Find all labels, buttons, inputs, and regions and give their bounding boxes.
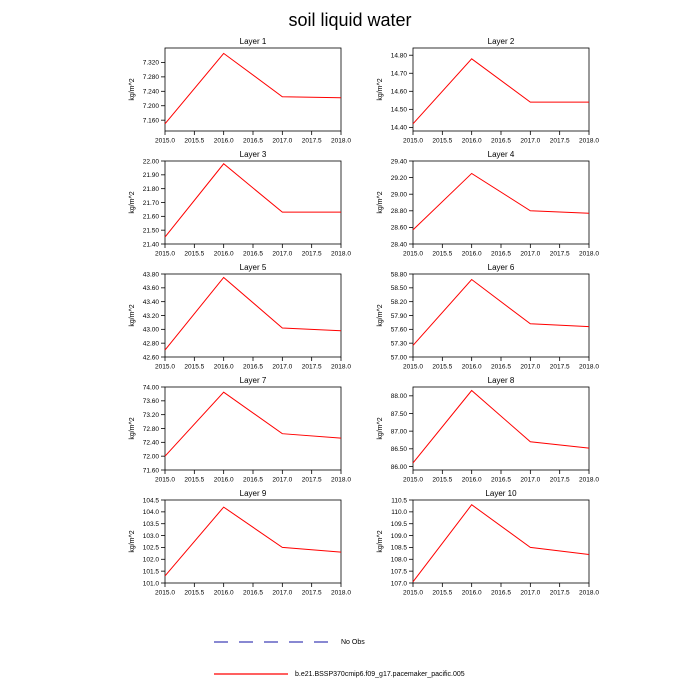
- x-tick-label: 2017.5: [549, 137, 570, 145]
- chart-title: Layer 3: [239, 150, 267, 159]
- x-tick-label: 2017.0: [520, 363, 541, 371]
- x-tick-label: 2015.0: [155, 589, 175, 597]
- y-tick-label: 73.60: [142, 398, 159, 406]
- y-tick-label: 21.90: [142, 172, 159, 180]
- y-tick-label: 57.90: [390, 312, 407, 320]
- chart-title: Layer 8: [487, 376, 515, 385]
- legend-item-series: [213, 669, 465, 679]
- chart-title: Layer 5: [239, 263, 267, 272]
- y-tick-label: 102.5: [142, 544, 159, 552]
- series-line-icon: [213, 669, 289, 679]
- chart-title: Layer 10: [485, 489, 517, 498]
- y-axis-label: kg/m^2: [129, 191, 136, 214]
- series-line: [165, 53, 341, 123]
- y-tick-label: 28.60: [390, 224, 407, 232]
- chart-svg-layer-8: [377, 373, 625, 486]
- x-tick-label: 2015.5: [184, 476, 205, 484]
- x-tick-label: 2016.0: [461, 476, 482, 484]
- x-tick-label: 2015.5: [184, 363, 205, 371]
- x-tick-label: 2015.0: [155, 137, 175, 145]
- x-tick-label: 2015.5: [184, 589, 205, 597]
- y-tick-label: 22.00: [142, 158, 159, 166]
- x-tick-label: 2017.5: [549, 363, 570, 371]
- y-tick-label: 73.20: [142, 411, 159, 419]
- x-tick-label: 2017.0: [520, 589, 541, 597]
- y-axis-label: kg/m^2: [129, 530, 136, 553]
- x-tick-label: 2016.5: [243, 589, 263, 597]
- y-axis-label: kg/m^2: [129, 417, 136, 440]
- chart-title: Layer 9: [239, 489, 267, 498]
- y-tick-label: 43.40: [142, 298, 159, 306]
- x-tick-label: 2016.5: [491, 589, 511, 597]
- y-tick-label: 109.5: [390, 521, 407, 529]
- y-tick-label: 101.5: [142, 568, 159, 576]
- x-tick-label: 2015.0: [403, 476, 423, 484]
- series-line: [165, 392, 341, 456]
- x-tick-label: 2017.5: [301, 476, 322, 484]
- y-axis-label: kg/m^2: [377, 304, 384, 327]
- x-tick-label: 2017.0: [272, 137, 293, 145]
- y-tick-label: 87.00: [390, 428, 407, 436]
- y-tick-label: 72.80: [142, 425, 159, 433]
- x-tick-label: 2015.5: [432, 363, 453, 371]
- series-line: [165, 507, 341, 576]
- y-axis-label: kg/m^2: [377, 191, 384, 214]
- x-tick-label: 2016.5: [243, 137, 263, 145]
- y-tick-label: 14.70: [390, 70, 407, 78]
- x-tick-label: 2015.5: [432, 589, 453, 597]
- y-tick-label: 107.0: [390, 580, 407, 588]
- chart-svg-layer-10: [377, 486, 625, 599]
- x-tick-label: 2017.0: [272, 250, 293, 258]
- y-tick-label: 74.00: [142, 384, 159, 392]
- y-tick-label: 104.0: [142, 509, 159, 517]
- y-tick-label: 58.80: [390, 271, 407, 279]
- x-tick-label: 2018.0: [579, 137, 599, 145]
- x-tick-label: 2015.5: [432, 250, 453, 258]
- chart-cell-layer-10: [377, 486, 625, 599]
- y-tick-label: 102.0: [142, 556, 159, 564]
- y-tick-label: 43.00: [142, 326, 159, 334]
- x-tick-label: 2016.0: [213, 250, 234, 258]
- x-tick-label: 2017.0: [272, 476, 293, 484]
- chart-svg-layer-2: [377, 34, 625, 147]
- y-tick-label: 43.20: [142, 312, 159, 320]
- y-tick-label: 14.60: [390, 88, 407, 96]
- y-tick-label: 86.50: [390, 446, 407, 454]
- x-tick-label: 2016.5: [491, 476, 511, 484]
- x-tick-label: 2018.0: [579, 589, 599, 597]
- chart-svg-layer-9: [129, 486, 377, 599]
- y-tick-label: 108.0: [390, 556, 407, 564]
- chart-cell-layer-3: [129, 147, 377, 260]
- chart-svg-layer-6: [377, 260, 625, 373]
- series-line: [413, 391, 589, 463]
- x-tick-label: 2016.5: [491, 363, 511, 371]
- chart-cell-layer-6: [377, 260, 625, 373]
- series-line: [165, 277, 341, 350]
- series-line: [413, 173, 589, 229]
- plot-frame: [413, 500, 589, 583]
- y-axis-label: kg/m^2: [377, 78, 384, 101]
- y-tick-label: 21.60: [142, 213, 159, 221]
- y-tick-label: 101.0: [142, 580, 159, 588]
- chart-cell-layer-7: [129, 373, 377, 486]
- x-tick-label: 2016.0: [213, 476, 234, 484]
- x-tick-label: 2018.0: [331, 589, 351, 597]
- x-tick-label: 2016.0: [461, 250, 482, 258]
- x-tick-label: 2015.0: [403, 589, 423, 597]
- y-tick-label: 110.5: [391, 497, 407, 505]
- x-tick-label: 2016.5: [491, 250, 511, 258]
- y-tick-label: 108.5: [390, 544, 407, 552]
- y-tick-label: 29.20: [390, 174, 407, 182]
- x-tick-label: 2016.5: [491, 137, 511, 145]
- y-tick-label: 71.60: [142, 467, 159, 475]
- plot-frame: [165, 500, 341, 583]
- chart-svg-layer-1: [129, 34, 377, 147]
- x-tick-label: 2018.0: [331, 137, 351, 145]
- plot-frame: [413, 161, 589, 244]
- series-line: [413, 59, 589, 124]
- y-tick-label: 110.0: [391, 509, 407, 517]
- chart-title: Layer 7: [239, 376, 267, 385]
- x-tick-label: 2017.0: [520, 137, 541, 145]
- chart-cell-layer-5: [129, 260, 377, 373]
- chart-svg-layer-4: [377, 147, 625, 260]
- x-tick-label: 2015.0: [155, 250, 175, 258]
- plot-frame: [413, 387, 589, 470]
- x-tick-label: 2015.5: [184, 137, 205, 145]
- x-tick-label: 2015.0: [155, 476, 175, 484]
- x-tick-label: 2015.0: [155, 363, 175, 371]
- y-axis-label: kg/m^2: [377, 530, 384, 553]
- plot-frame: [165, 274, 341, 357]
- x-tick-label: 2016.0: [461, 363, 482, 371]
- chart-title: Layer 6: [487, 263, 515, 272]
- y-tick-label: 7.200: [142, 103, 159, 111]
- y-tick-label: 58.20: [390, 298, 407, 306]
- chart-cell-layer-1: [129, 34, 377, 147]
- y-tick-label: 43.80: [142, 271, 159, 279]
- chart-cell-layer-4: [377, 147, 625, 260]
- series-line: [413, 280, 589, 346]
- x-tick-label: 2016.5: [243, 476, 263, 484]
- y-axis-label: kg/m^2: [377, 417, 384, 440]
- x-tick-label: 2015.5: [184, 250, 205, 258]
- legend-item-no-obs: [213, 637, 365, 647]
- y-tick-label: 109.0: [390, 532, 407, 540]
- y-tick-label: 14.80: [390, 52, 407, 60]
- x-tick-label: 2015.5: [432, 137, 453, 145]
- x-tick-label: 2015.5: [432, 476, 453, 484]
- y-tick-label: 72.00: [142, 453, 159, 461]
- chart-svg-layer-3: [129, 147, 377, 260]
- y-tick-label: 21.70: [142, 199, 159, 207]
- y-tick-label: 28.80: [390, 208, 407, 216]
- y-tick-label: 21.40: [142, 241, 159, 249]
- x-tick-label: 2017.0: [272, 363, 293, 371]
- x-tick-label: 2016.0: [213, 363, 234, 371]
- y-tick-label: 42.80: [142, 340, 159, 348]
- x-tick-label: 2017.5: [549, 476, 570, 484]
- x-tick-label: 2016.5: [243, 250, 263, 258]
- y-tick-label: 29.40: [390, 158, 407, 166]
- y-tick-label: 57.30: [390, 340, 407, 348]
- y-axis-label: kg/m^2: [129, 304, 136, 327]
- x-tick-label: 2016.0: [461, 137, 482, 145]
- x-tick-label: 2018.0: [331, 476, 351, 484]
- series-line: [413, 505, 589, 582]
- x-tick-label: 2017.0: [272, 589, 293, 597]
- x-tick-label: 2017.0: [520, 250, 541, 258]
- page-title: soil liquid water: [288, 10, 412, 30]
- x-tick-label: 2017.5: [301, 363, 322, 371]
- y-tick-label: 7.240: [142, 88, 159, 96]
- y-tick-label: 21.80: [142, 185, 159, 193]
- y-tick-label: 57.00: [390, 354, 407, 362]
- y-tick-label: 57.60: [390, 326, 407, 334]
- legend-series-label: b.e21.BSSP370cmip6.f09_g17.pacemaker_pacific.005: [295, 670, 465, 678]
- x-tick-label: 2018.0: [579, 363, 599, 371]
- x-tick-label: 2015.0: [403, 137, 423, 145]
- chart-cell-layer-9: [129, 486, 377, 599]
- chart-title: Layer 4: [487, 150, 515, 159]
- chart-title: Layer 1: [239, 37, 267, 46]
- x-tick-label: 2018.0: [579, 476, 599, 484]
- y-tick-label: 7.320: [142, 59, 159, 67]
- x-tick-label: 2015.0: [403, 363, 423, 371]
- chart-title: Layer 2: [487, 37, 515, 46]
- x-tick-label: 2017.5: [301, 137, 322, 145]
- y-tick-label: 107.5: [390, 568, 407, 576]
- x-tick-label: 2015.0: [403, 250, 423, 258]
- legend-no-obs-label: No Obs: [341, 638, 365, 646]
- x-tick-label: 2016.0: [213, 589, 234, 597]
- chart-cell-layer-2: [377, 34, 625, 147]
- y-tick-label: 7.280: [142, 74, 159, 82]
- y-tick-label: 72.40: [142, 439, 159, 447]
- x-tick-label: 2018.0: [331, 363, 351, 371]
- y-tick-label: 86.00: [390, 463, 407, 471]
- x-tick-label: 2016.0: [461, 589, 482, 597]
- plot-frame: [165, 48, 341, 131]
- y-tick-label: 103.0: [142, 532, 159, 540]
- x-tick-label: 2017.5: [301, 589, 322, 597]
- x-tick-label: 2017.0: [520, 476, 541, 484]
- plot-frame: [165, 161, 341, 244]
- chart-cell-layer-8: [377, 373, 625, 486]
- chart-svg-layer-7: [129, 373, 377, 486]
- plot-frame: [165, 387, 341, 470]
- charts-grid: [129, 34, 625, 599]
- x-tick-label: 2016.0: [213, 137, 234, 145]
- y-axis-label: kg/m^2: [129, 78, 136, 101]
- y-tick-label: 42.60: [142, 354, 159, 362]
- y-tick-label: 58.50: [390, 285, 407, 293]
- y-tick-label: 104.5: [142, 497, 159, 505]
- y-tick-label: 87.50: [390, 410, 407, 418]
- y-tick-label: 29.00: [390, 191, 407, 199]
- y-tick-label: 21.50: [142, 227, 159, 235]
- x-tick-label: 2017.5: [301, 250, 322, 258]
- plot-frame: [413, 48, 589, 131]
- x-tick-label: 2018.0: [331, 250, 351, 258]
- y-tick-label: 28.40: [390, 241, 407, 249]
- y-tick-label: 7.160: [142, 117, 159, 125]
- chart-svg-layer-5: [129, 260, 377, 373]
- no-obs-dashed-line-icon: [213, 637, 331, 647]
- x-tick-label: 2017.5: [549, 250, 570, 258]
- y-tick-label: 88.00: [390, 393, 407, 401]
- series-line: [165, 164, 341, 237]
- x-tick-label: 2018.0: [579, 250, 599, 258]
- x-tick-label: 2016.5: [243, 363, 263, 371]
- y-tick-label: 103.5: [142, 521, 159, 529]
- y-tick-label: 14.50: [390, 106, 407, 114]
- y-tick-label: 14.40: [390, 124, 407, 132]
- y-tick-label: 43.60: [142, 285, 159, 293]
- x-tick-label: 2017.5: [549, 589, 570, 597]
